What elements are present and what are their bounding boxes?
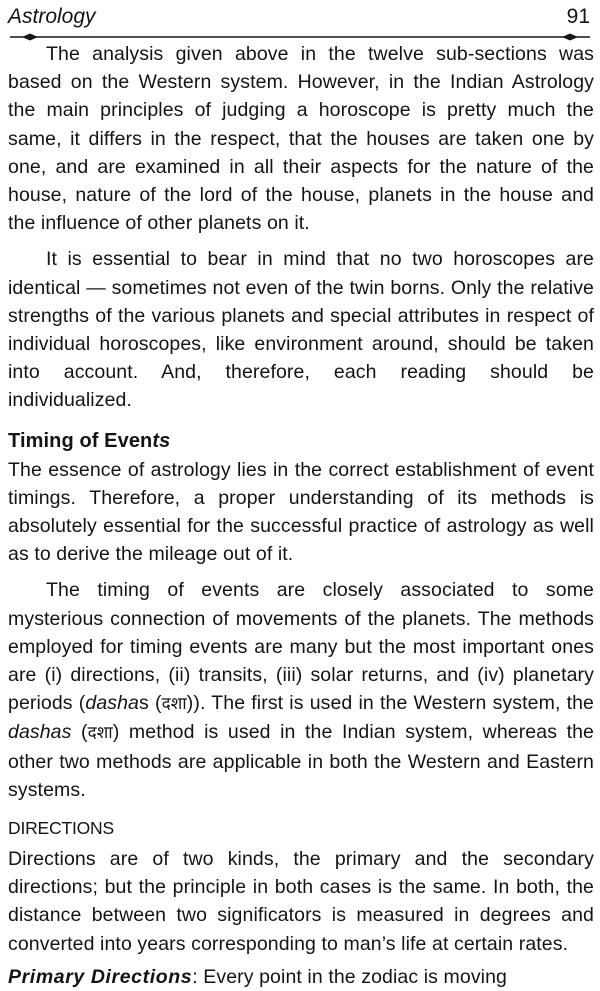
timing-text-part-3: )). The first is used in the Western system, the: [186, 692, 594, 715]
paragraph-identical-horoscopes: It is essential to bear in mind that no two horoscopes are identical — sometimes not even of the twin borns. Only the relative strengths of the various planets and special attributes in respect of individual horoscopes, like environment around, should be taken into account. And, therefore, each reading should be individualized.: [8, 248, 594, 412]
devanagari-dasha-2: दशा: [87, 723, 113, 744]
subheading-directions: DIRECTIONS: [8, 818, 114, 839]
timing-text-part-5: ) method is used in the Indian system, whereas the other two methods are applicable in both the Western and Eastern systems.: [8, 721, 594, 801]
page-body: [8, 40, 594, 991]
paragraph-directions: Directions are of two kinds, the primary and the secondary directions; but the principle in both cases is the same. In both, the distance between two significators is measured in degrees and converted into years corresponding to man’s life at certain rates.: [8, 848, 594, 955]
paragraph-western-analysis: The analysis given above in the twelve sub-sections was based on the Western system. However, in the Indian Astrology the main principles of judging a horoscope is pretty much the same, it differs in the respect, that the houses are taken one by one, and are examined in all their aspects for the nature of the house, nature of the lord of the house, planets in the house and the influence of other planets on it.: [8, 43, 594, 235]
term-dasha: dasha: [85, 692, 140, 715]
timing-text-part-4: (: [71, 721, 88, 744]
running-title: Astrology: [8, 5, 96, 28]
timing-text-part-1: The timing of events are closely associated to some mysterious connection of movements of the planets. The methods employed for timing events are many but the most important ones are (i) directions, (ii) transits, (iii) solar returns, and (iv) planetary periods (: [8, 579, 594, 715]
section-heading-timing-of-events: [8, 427, 594, 456]
section-heading-main: Timing of Even: [8, 429, 153, 452]
page-number: 91: [566, 5, 590, 28]
devanagari-dasha-1: दशा: [161, 694, 187, 715]
primary-directions-lead: Primary Directions: [8, 965, 193, 988]
running-head: [8, 4, 592, 32]
primary-directions-text: : Every point in the zodiac is moving: [192, 965, 507, 988]
section-heading-tail: ts: [152, 429, 171, 452]
paragraph-essence-of-astrology: The essence of astrology lies in the correct establishment of event timings. Therefore, a proper understanding of its methods is absolutely essential for the successful practice of astrology as well as to derive the mileage out of it.: [8, 458, 594, 566]
timing-text-part-2: s (: [139, 692, 162, 715]
term-dashas: dashas: [8, 721, 72, 744]
paragraph-timing-methods: [8, 576, 594, 804]
